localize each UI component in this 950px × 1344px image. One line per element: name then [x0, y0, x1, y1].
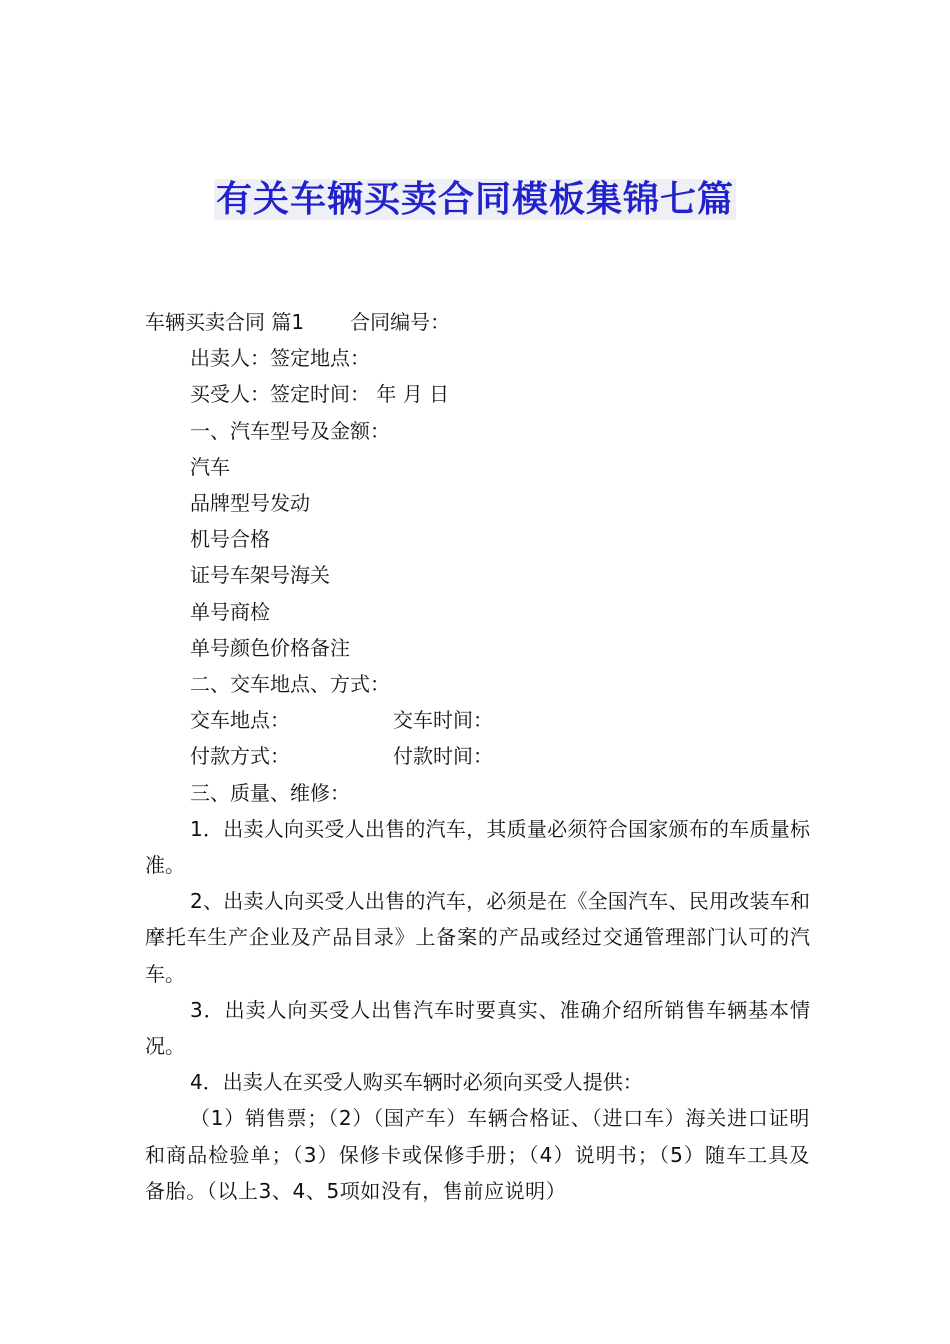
contract-heading-line — [145, 304, 810, 340]
delivery-line — [145, 702, 810, 738]
document-title — [0, 178, 950, 222]
document-title-text: 有关车辆买卖合同模板集锦七篇 — [215, 179, 734, 220]
field-brand-model: 品牌型号发动 — [190, 491, 310, 516]
field-engine-number: 机号合格 — [190, 527, 270, 552]
clause-2: 2、出卖人向买受人出售的汽车，必须是在《全国汽车、民用改装车和摩托车生产企业及产品目录》上备案的产品或经过交通管理部门认可的汽车。 — [145, 889, 810, 986]
clause-4: 4．出卖人在买受人购买车辆时必须向买受人提供： — [190, 1070, 643, 1095]
field-color-price: 单号颜色价格备注 — [190, 635, 350, 660]
field-customs-number: 单号商检 — [190, 599, 270, 624]
field-certificate-number: 证号车架号海关 — [190, 563, 330, 588]
buyer-line: 买受人：签定时间： 年 月 日 — [190, 382, 450, 407]
payment-method-label: 付款方式： — [190, 744, 290, 769]
section-1-heading: 一、汽车型号及金额： — [190, 418, 390, 443]
document-body — [145, 304, 810, 1209]
contract-heading: 车辆买卖合同 篇1 — [145, 310, 305, 334]
payment-line — [145, 738, 810, 774]
contract-number-label: 合同编号： — [350, 310, 451, 334]
payment-time-label: 付款时间： — [393, 744, 493, 769]
clause-4-documents: （1）销售票；（2）（国产车）车辆合格证、（进口车）海关进口证明和商品检验单；（3）保修卡或保修手册；（4）说明书；（5）随车工具及备胎。（以上3、4、5项如没有，售前应说明） — [145, 1106, 810, 1203]
delivery-place-label: 交车地点： — [190, 708, 290, 733]
section-3-heading: 三、质量、维修： — [190, 780, 350, 805]
seller-line: 出卖人：签定地点： — [190, 346, 370, 371]
clause-1: 1．出卖人向买受人出售的汽车，其质量必须符合国家颁布的车质量标准。 — [145, 816, 810, 878]
delivery-time-label: 交车时间： — [393, 708, 493, 733]
field-car: 汽车 — [190, 454, 230, 479]
clause-3: 3．出卖人向买受人出售汽车时要真实、准确介绍所销售车辆基本情况。 — [145, 997, 810, 1059]
section-2-heading: 二、交车地点、方式： — [190, 672, 390, 697]
